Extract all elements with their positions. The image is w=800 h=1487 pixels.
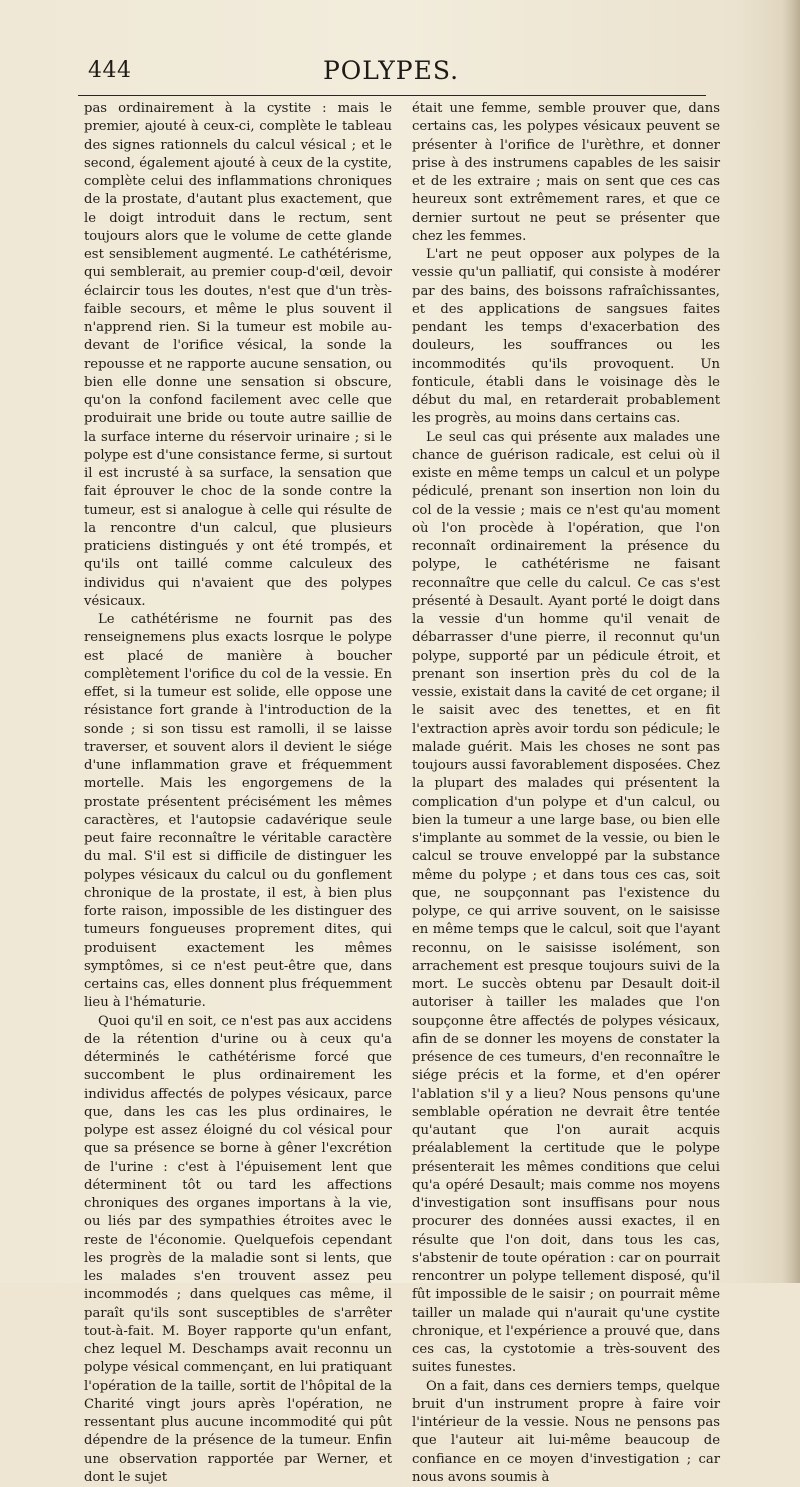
paragraph: était une femme, semble prouver que, dans certains cas, les polypes vésicaux peuvent se présenter à l'orifice de l'urèthre, et donner prise à des instrumens capables de les saisir et de les extraire ; mais on sent que ces cas heureux sont extrêmement rares, et que ce dernier surtout ne peut se présenter que chez les femmes.	[412, 100, 720, 246]
page-header	[82, 56, 700, 88]
paragraph: L'art ne peut opposer aux polypes de la vessie qu'un palliatif, qui consiste à modérer par des bains, des boissons rafraîchissantes, et des applications de sangsues faites pendant les temps d'exacerbation des douleurs, les souffrances ou les incommodités qu'ils provoquent. Un fonticule, établi dans le voisinage dès le début du mal, en retarderait probablement les progrès, au moins dans certains cas.	[412, 246, 720, 429]
page-number: 444	[88, 58, 132, 83]
paragraph: pas ordinairement à la cystite : mais le premier, ajouté à ceux-ci, complète le tableau des signes rationnels du calcul vésical ; et le second, également ajouté à ceux de la cystite, complète celui des inflammations chroniques de la prostate, d'autant plus exactement, que le doigt introduit dans le rectum, sent toujours alors que le volume de cette glande est sensiblement augmenté. Le cathétérisme, qui semblerait, au premier coup-d'œil, devoir éclaircir tous les doutes, n'est que d'un très-faible secours, et même le plus souvent il n'apprend rien. Si la tumeur est mobile au-devant de l'orifice vésical, la sonde la repousse et ne rapporte aucune sensation, ou bien elle donne une sensation si obscure, qu'on la confond facilement avec celle que produirait une bride ou toute autre saillie de la surface interne du réservoir urinaire ; si le polype est d'une consistance ferme, si surtout il est incrusté à sa surface, la sensation que fait éprouver le choc de la sonde contre la tumeur, est si analogue à celle qui résulte de la rencontre d'un calcul, que plusieurs praticiens distingués y ont été trompés, et qu'ils ont taillé comme calculeux des individus qui n'avaient que des polypes vésicaux.	[84, 100, 392, 611]
paragraph: On a fait, dans ces derniers temps, quelque bruit d'un instrument propre à faire voir l'intérieur de la vessie. Nous ne pensons pas que l'auteur ait lui-même beaucoup de confiance en ce moyen d'investigation ; car nous avons soumis à	[412, 1378, 720, 1487]
header-rule	[78, 95, 706, 96]
paragraph: Quoi qu'il en soit, ce n'est pas aux accidens de la rétention d'urine ou à ceux qu'a déterminés le cathétérisme forcé que succombent le plus ordinairement les individus affectés de polypes vésicaux, parce que, dans les cas les plus ordinaires, le polype est assez éloigné du col vésical pour que sa présence se borne à gêner l'excrétion de l'urine : c'est à l'épuisement lent que déterminent tôt ou tard les affections chroniques des organes importans à la vie, ou liés par des sympathies étroites avec le reste de l'économie. Quelquefois cependant les progrès de la maladie sont si lents, que les malades s'en trouvent assez peu incommodés ; dans quelques cas même, il paraît qu'ils sont susceptibles de s'arrêter tout-à-fait. M. Boyer rapporte qu'un enfant, chez lequel M. Deschamps avait reconnu un polype vésical commençant, en lui pratiquant l'opération de la taille, sortit de l'hôpital de la Charité vingt jours après l'opération, ne ressentant plus aucune incommodité qui pût dépendre de la présence de la tumeur. Enfin une observation rapportée par Werner, et dont le sujet	[84, 1013, 392, 1487]
left-column	[84, 100, 392, 1487]
running-title: POLYPES.	[82, 56, 700, 85]
page-edge-shadow	[782, 0, 800, 1283]
paragraph: Le cathétérisme ne fournit pas des renseignemens plus exacts losrque le polype est placé de manière à boucher complètement l'orifice du col de la vessie. En effet, si la tumeur est solide, elle oppose une résistance fort grande à l'introduction de la sonde ; si son tissu est ramolli, il se laisse traverser, et souvent alors il devient le siége d'une inflammation grave et fréquemment mortelle. Mais les engorgemens de la prostate présentent précisément les mêmes caractères, et l'autopsie cadavérique seule peut faire reconnaître le véritable caractère du mal. S'il est si difficile de distinguer les polypes vésicaux du calcul ou du gonflement chronique de la prostate, il est, à bien plus forte raison, impossible de les distinguer des tumeurs fongueuses proprement dites, qui produisent exactement les mêmes symptômes, si ce n'est peut-être que, dans certains cas, elles donnent plus fréquemment lieu à l'hématurie.	[84, 611, 392, 1013]
right-column	[412, 100, 720, 1487]
paragraph: Le seul cas qui présente aux malades une chance de guérison radicale, est celui où il existe en même temps un calcul et un polype pédiculé, prenant son insertion non loin du col de la vessie ; mais ce n'est qu'au moment où l'on procède à l'opération, que l'on reconnaît ordinairement la présence du polype, le cathétérisme ne faisant reconnaître que celle du calcul. Ce cas s'est présenté à Desault. Ayant porté le doigt dans la vessie d'un homme qu'il venait de débarrasser d'une pierre, il reconnut qu'un polype, supporté par un pédicule étroit, et prenant son insertion près du col de la vessie, existait dans la cavité de cet organe; il le saisit avec des tenettes, et en fit l'extraction après avoir tordu son pédicule; le malade guérit. Mais les choses ne sont pas toujours aussi favorablement disposées. Chez la plupart des malades qui présentent la complication d'un polype et d'un calcul, ou bien la tumeur a une large base, ou bien elle s'implante au sommet de la vessie, ou bien le calcul se trouve enveloppé par la substance même du polype ; et dans tous ces cas, soit que, ne soupçonnant pas l'existence du polype, ce qui arrive souvent, on le saisisse en même temps que le calcul, soit que l'ayant reconnu, on le saisisse isolément, son arrachement est presque toujours suivi de la mort. Le succès obtenu par Desault doit-il autoriser à tailler les malades que l'on soupçonne être affectés de polypes vésicaux, afin de se donner les moyens de constater la présence de ces tumeurs, d'en reconnaître le siége précis et la forme, et d'en opérer l'ablation s'il y a lieu? Nous pensons qu'une semblable opération ne devrait être tentée qu'autant que l'on aurait acquis préalablement la certitude que le polype présenterait les mêmes conditions que celui qu'a opéré Desault; mais comme nos moyens d'investigation sont insuffisans pour nous procurer des données aussi exactes, il en résulte que l'on doit, dans tous les cas, s'abstenir de toute opération : car on pourrait rencontrer un polype tellement disposé, qu'il fût impossible de le saisir ; on pourrait même tailler un malade qui n'aurait qu'une cystite chronique, et l'expérience a prouvé que, dans ces cas, la cystotomie a très-souvent des suites funestes.	[412, 429, 720, 1378]
